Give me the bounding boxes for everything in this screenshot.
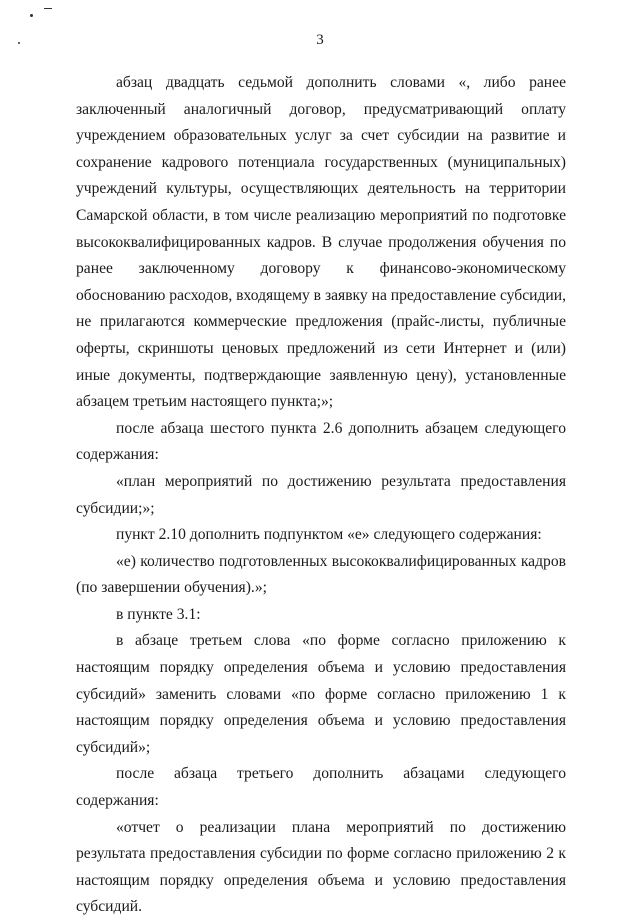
paragraph-after-third: после абзаца третьего дополнить абзацами следующего содержания: <box>76 765 566 810</box>
paragraph-third-abzac: в абзаце третьем слова «по форме согласно приложению к настоящим порядку определения объема и условию предоставления субсидий» заменить словами «по форме согласно приложению 1 к настоящим порядку определения объема и условию предоставления субсидий»; <box>76 632 566 756</box>
document-body <box>76 70 566 921</box>
paragraph-plan-measures: «план мероприятий по достижению результата предоставления субсидии;»; <box>76 472 566 517</box>
paragraph-point-3-1: в пункте 3.1: <box>116 605 201 623</box>
paragraph-report: «отчет о реализации плана мероприятий по достижению результата предоставления субсидии по форме согласно приложению 2 к настоящим порядку определения объема и условию предоставления субсидий. <box>76 818 566 916</box>
scan-speck <box>30 14 33 17</box>
scan-speck <box>44 8 52 9</box>
paragraph-subpoint-e: «е) количество подготовленных высококвалифицированных кадров (по завершении обучения).»; <box>76 552 566 597</box>
paragraph-point-2-6: после абзаца шестого пункта 2.6 дополнить абзацем следующего содержания: <box>76 419 566 464</box>
page-number: 3 <box>316 32 324 48</box>
paragraph-amendment-27: абзац двадцать седьмой дополнить словами «, либо ранее заключенный аналогичный договор, предусматривающий оплату учреждением образовательных услуг за счет субсидии на развитие и сохранение кадрового потенциала государственных (муниципальных) учреждений культуры, осуществляющих деятельность на территории Самарской области, в том числе реализацию мероприятий по подготовке высококвалифицированных кадров. В случае продолжения обучения по ранее заключенному договору к финансово-экономическому обоснованию расходов, входящему в заявку на предоставление субсидии, не прилагаются коммерческие предложения (прайс-листы, публичные оферты, скриншоты ценовых предложений из сети Интернет и (или) иные документы, подтверждающие заявленную цену), установленные абзацем третьим настоящего пункта;»; <box>76 74 566 411</box>
paragraph-point-2-10: пункт 2.10 дополнить подпунктом «е» следующего содержания: <box>116 526 542 544</box>
